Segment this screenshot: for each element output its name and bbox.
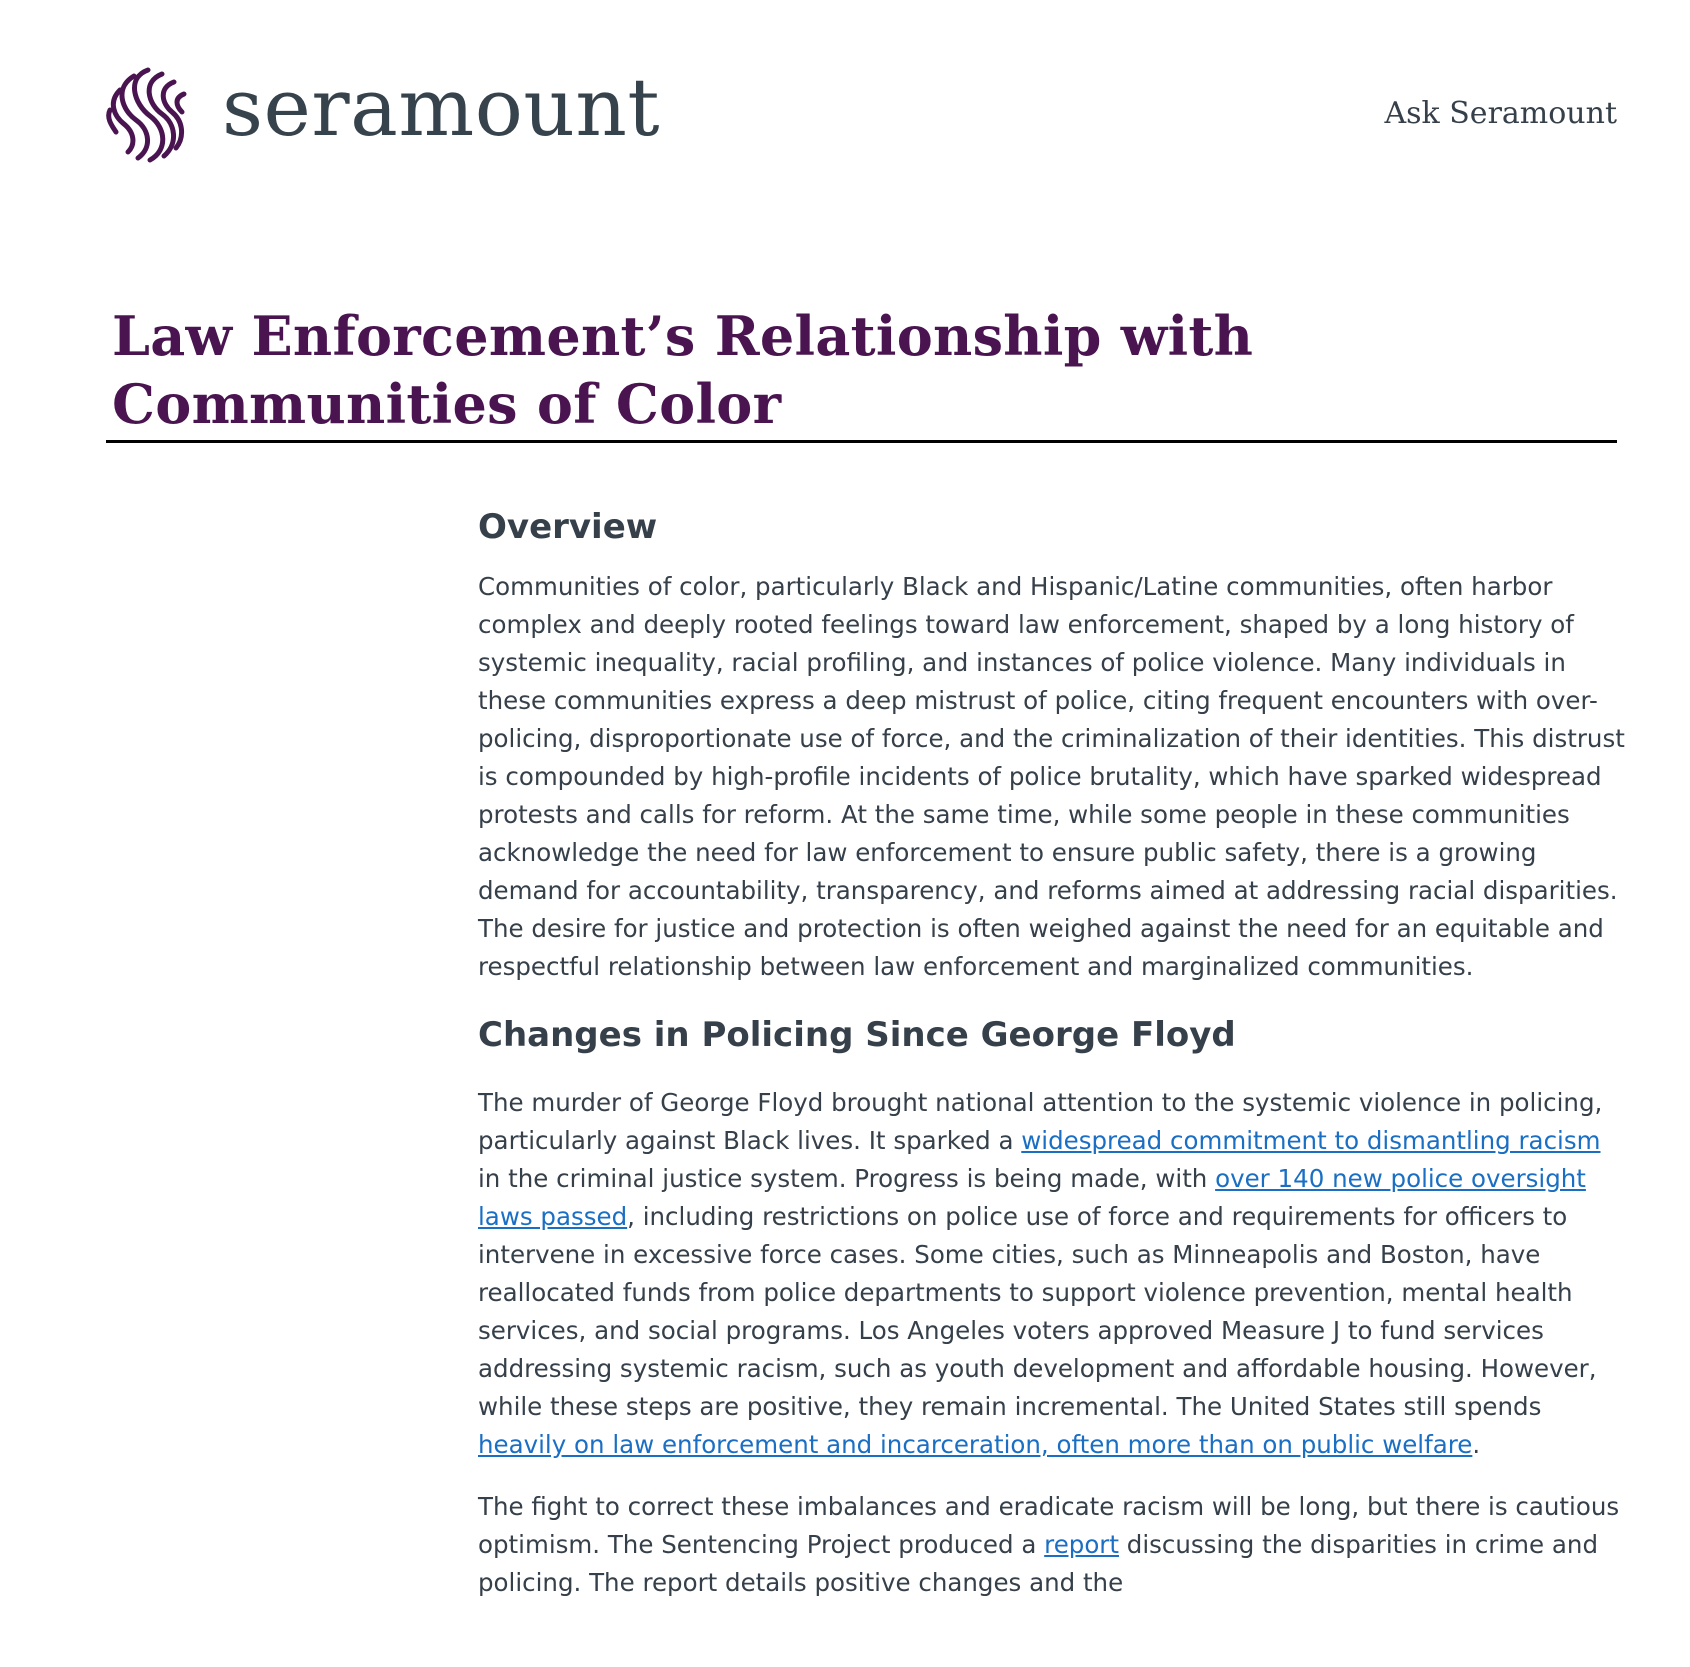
paragraph: Communities of color, particularly Black and Hispanic/Latine communities, often harbor complex and deeply rooted feelings toward law enforcement, shaped by a long history of systemic inequality, racial profiling, and instances of police violence. Many individuals in these communities express a deep mistrust of police, citing frequent encounters with over-policing, disproportionate use of force, and the criminalization of their identities. This distrust is compounded by high-profile incidents of police brutality, which have sparked widespread protests and calls for reform. At the same time, while some people in these communities acknowledge the need for law enforcement to ensure public safety, there is a growing demand for accountability, transparency, and reforms aimed at addressing racial disparities. The desire for justice and protection is often weighed against the need for an equitable and respectful relationship between law enforcement and marginalized communities. xyxy=(478,572,1625,981)
text-run: . xyxy=(1472,1430,1481,1459)
ask-seramount-link[interactable]: Ask Seramount xyxy=(1384,96,1617,131)
text-run: , including restrictions on police use of force and requirements for officers to intervene in excessive force cases. Some cities, such as Minneapolis and Boston, have reallocated funds from police departments to support violence prevention, mental health services, and social programs. Los Angeles voters approved Measure J to fund services addressing systemic racism, such as youth development and affordable housing. However, while these steps are positive, they remain incremental. The United States still spends xyxy=(478,1202,1597,1421)
article-body xyxy=(478,500,1628,1602)
section-overview xyxy=(478,500,1628,986)
link-report[interactable]: report xyxy=(1044,1530,1119,1559)
link-police-oversight-laws[interactable]: over 140 new police oversight laws passed xyxy=(478,1164,1586,1231)
text-run: in the criminal justice system. Progress is being made, with xyxy=(478,1164,1216,1193)
paragraph xyxy=(478,1488,1628,1602)
logo-wordmark: seramount xyxy=(222,61,661,154)
link-widespread-commitment[interactable]: widespread commitment to dismantling racism xyxy=(1021,1126,1601,1155)
seramount-logo[interactable] xyxy=(104,62,660,166)
section-heading: Overview xyxy=(478,507,658,547)
site-header xyxy=(104,62,1617,172)
text-run: discussing the disparities in crime and policing. The report details positive changes and the xyxy=(478,1530,1598,1597)
page-title: Law Enforcement’s Relationship with Communities of Color xyxy=(112,304,1254,436)
text-run: The murder of George Floyd brought national attention to the systemic violence in policing, particularly against Black lives. It sparked a xyxy=(478,1088,1603,1155)
text-run: The fight to correct these imbalances and eradicate racism will be long, but there is cautious optimism. The Sentencing Project produced a xyxy=(478,1492,1620,1559)
section-changes-in-policing xyxy=(478,1008,1628,1602)
title-divider xyxy=(106,440,1617,443)
link-law-enforcement-spending[interactable]: heavily on law enforcement and incarceration, often more than on public welfare xyxy=(478,1430,1473,1459)
section-heading: Changes in Policing Since George Floyd xyxy=(478,1015,1236,1055)
seramount-wave-logo-icon xyxy=(104,64,200,164)
paragraph xyxy=(478,1084,1628,1464)
